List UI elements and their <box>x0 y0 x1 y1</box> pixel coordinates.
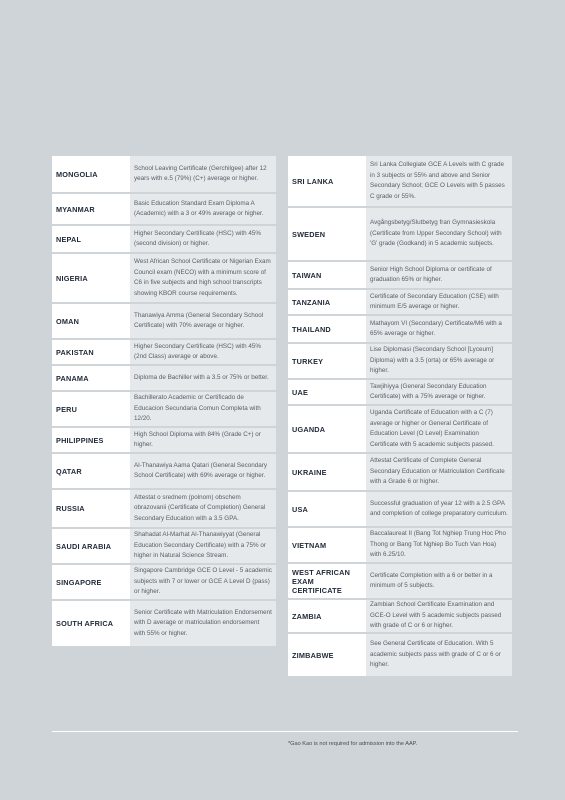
country-row <box>288 290 512 314</box>
country-name: TANZANIA <box>292 297 331 307</box>
requirement-text: Mathayom VI (Secondary) Certificate/M6 with a 65% average or higher. <box>366 316 512 342</box>
country-row <box>52 226 276 252</box>
requirement-text: Avgångsbetyg/Slutbetyg fran Gymnasieskola (Certificate from Upper Secondary School) with 'G' grade (Godkand) in 5 academic subjects. <box>366 208 512 260</box>
country-name: PERU <box>56 404 78 414</box>
country-row <box>52 428 276 452</box>
country-name: QATAR <box>56 466 82 476</box>
country-name: THAILAND <box>292 324 331 334</box>
country-row <box>52 565 276 599</box>
requirement-text: Certificate of Secondary Education (CSE) with minimum E/5 average or higher. <box>366 290 512 314</box>
requirement-text: Senior Certificate with Matriculation Endorsement with D average or matriculation endorsement with 55% or higher. <box>130 601 276 646</box>
country-row <box>288 634 512 676</box>
country-name: TURKEY <box>292 356 324 366</box>
requirement-text: Tawjihiyya (General Secondary Education Certificate) with a 75% average or higher. <box>366 380 512 404</box>
requirement-text: High School Diploma with 84% (Grade C+) or higher. <box>130 428 276 452</box>
requirement-text: Thanawiya Amma (General Secondary School Certificate) with 70% average or higher. <box>130 304 276 338</box>
requirement-text: Certificate Completion with a 6 or better in a minimum of 5 subjects. <box>366 564 512 598</box>
country-row <box>288 454 512 490</box>
country-row <box>288 316 512 342</box>
country-row <box>288 564 512 598</box>
country-row <box>52 601 276 646</box>
footer-divider <box>52 731 518 732</box>
requirement-text: Bachillerato Academic or Certificado de Educacion Secundaria Comun Completa with 12/20. <box>130 392 276 426</box>
country-name: PAKISTAN <box>56 347 94 357</box>
requirement-text: Singapore Cambridge GCE O Level - 5 academic subjects with 7 or lower or GCE A Level D (pass) or higher. <box>130 565 276 599</box>
country-row <box>52 340 276 364</box>
requirement-text: Higher Secondary Certificate (HSC) with 45% (second division) or higher. <box>130 226 276 252</box>
requirement-text: Attestat Certificate of Complete General Secondary Education or Matriculation Certificate with a Grade 6 or higher. <box>366 454 512 490</box>
country-row <box>288 492 512 526</box>
country-name: UKRAINE <box>292 467 327 477</box>
country-row <box>52 366 276 390</box>
country-name: SWEDEN <box>292 229 326 239</box>
requirement-text: West African School Certificate or Nigerian Exam Council exam (NECO) with a minimum score of C6 in five subjects and high school transcripts showing KBOR course requirements. <box>130 254 276 302</box>
requirement-text: See General Certificate of Education. With 5 academic subjects pass with grade of C or 6 or higher. <box>366 634 512 676</box>
country-row <box>52 194 276 224</box>
country-row <box>52 490 276 527</box>
requirement-text: Uganda Certificate of Education with a C (7) average or higher or General Certificate of Education Level (O Level) Examination Certificate with 5 academic subjects passed. <box>366 406 512 452</box>
requirement-text: Sri Lanka Collegiate GCE A Levels with C grade in 3 subjects or 55% and above and Senior Secondary School; GCE O Levels with 5 passes C grade or 55%. <box>366 156 512 206</box>
requirement-text: Diploma de Bachiller with a 3.5 or 75% or better. <box>130 366 276 390</box>
country-name: SINGAPORE <box>56 577 102 587</box>
country-name: RUSSIA <box>56 504 85 513</box>
country-name: TAIWAN <box>292 270 322 280</box>
country-row <box>52 392 276 426</box>
country-name: NEPAL <box>56 234 82 244</box>
country-row <box>288 262 512 288</box>
country-name: PANAMA <box>56 373 89 383</box>
country-row <box>288 156 512 206</box>
country-row <box>288 528 512 562</box>
country-name: UGANDA <box>292 424 326 434</box>
requirement-text: Lise Diplomasi (Secondary School [Lyceum] Diploma) with a 3.5 (orta) or 65% average or higher. <box>366 344 512 378</box>
requirement-text: Al-Thanawiya Aama Qatari (General Secondary School Certificate) with 69% average or higher. <box>130 454 276 488</box>
country-name: MONGOLIA <box>56 169 98 179</box>
country-name: SAUDI ARABIA <box>56 541 112 551</box>
country-row <box>52 254 276 302</box>
country-row <box>52 156 276 192</box>
country-name: WEST AFRICAN EXAM CERTIFICATE <box>292 567 351 595</box>
country-row <box>52 454 276 488</box>
requirement-text: Shahadat Al-Marhat Al-Thanawiyyat (General Education Secondary Certificate) with a 75% or higher in Natural Science Stream. <box>130 529 276 563</box>
country-row <box>288 380 512 404</box>
requirement-text: Attestat o srednem (polnom) obschem obrazovanii (Certificate of Completion) General Secondary Education with a 3.5 GPA. <box>130 490 276 527</box>
country-row <box>288 344 512 378</box>
requirement-text: Zambian School Certificate Examination and GCE-O Level with 5 academic subjects passed with grade of C or 6 or higher. <box>366 600 512 632</box>
country-name: OMAN <box>56 316 80 326</box>
country-name: PHILIPPINES <box>56 435 104 445</box>
country-name: ZAMBIA <box>292 611 322 621</box>
requirement-text: Higher Secondary Certificate (HSC) with 45% (2nd Class) average or above. <box>130 340 276 364</box>
country-name: MYANMAR <box>56 204 95 214</box>
country-row <box>288 208 512 260</box>
country-row <box>288 600 512 632</box>
requirement-text: Basic Education Standard Exam Diploma A (Academic) with a 3 or 49% average or higher. <box>130 194 276 224</box>
requirement-text: School Leaving Certificate (Gerchilgee) after 12 years with e.5 (79%) (C+) average or higher. <box>130 156 276 192</box>
country-row <box>52 529 276 563</box>
country-name: NIGERIA <box>56 273 88 283</box>
footnote: *Gao Kao is not required for admission into the AAP. <box>288 741 418 747</box>
requirement-text: Senior High School Diploma or certificate of graduation 65% or higher. <box>366 262 512 288</box>
country-row <box>288 406 512 452</box>
requirement-text: Successful graduation of year 12 with a 2.5 GPA and completion of college preparatory curriculum. <box>366 492 512 526</box>
country-name: UAE <box>292 387 309 397</box>
requirement-text: Baccalaureat II (Bang Tot Nghiep Trung Hoc Pho Thong or Bang Tot Nghiep Bo Tuch Van Hoa) with 6.25/10. <box>366 528 512 562</box>
country-name: SOUTH AFRICA <box>56 619 114 628</box>
country-name: SRI LANKA <box>292 176 334 186</box>
country-name: USA <box>292 504 309 514</box>
country-name: ZIMBABWE <box>292 650 334 660</box>
country-name: VIETNAM <box>292 540 327 550</box>
left-column <box>52 156 276 648</box>
right-column <box>288 156 512 678</box>
country-row <box>52 304 276 338</box>
